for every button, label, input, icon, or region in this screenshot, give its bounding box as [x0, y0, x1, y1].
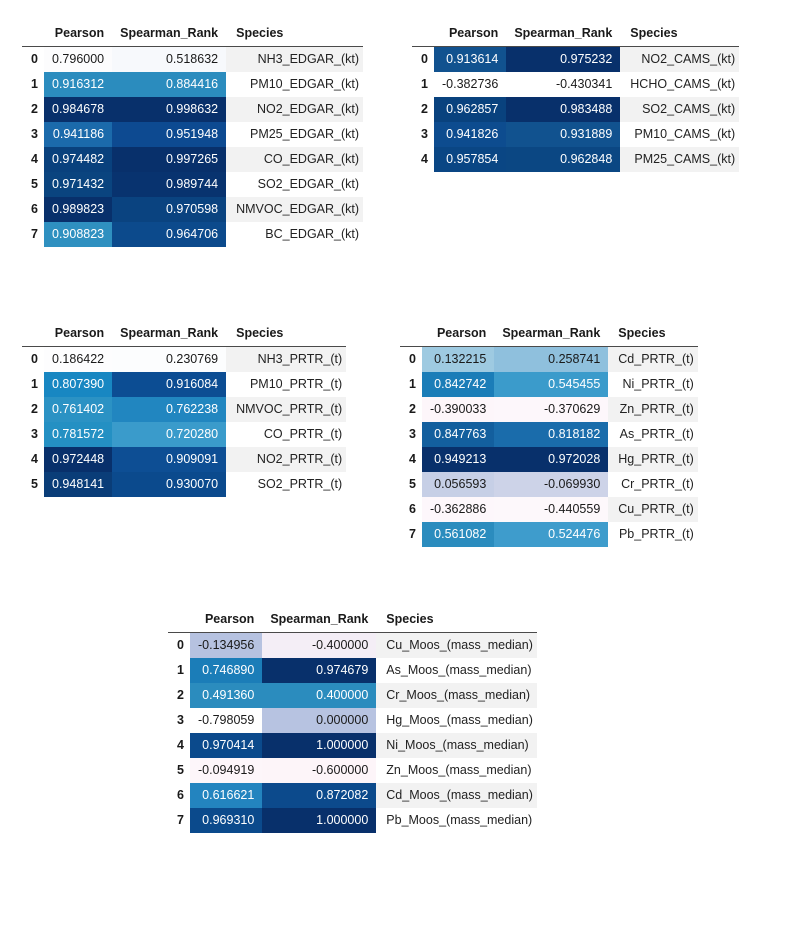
species-header: Species — [608, 322, 697, 347]
spearman-cell: 0.916084 — [112, 372, 226, 397]
spearman-cell: 0.964706 — [112, 222, 226, 247]
row-index: 0 — [412, 47, 434, 73]
row-index: 3 — [400, 422, 422, 447]
pearson-cell: 0.949213 — [422, 447, 494, 472]
row-index: 1 — [412, 72, 434, 97]
table-row — [400, 372, 698, 397]
pearson-header: Pearson — [44, 322, 112, 347]
spearman-cell: 0.884416 — [112, 72, 226, 97]
pearson-cell: 0.842742 — [422, 372, 494, 397]
pearson-cell: 0.781572 — [44, 422, 112, 447]
species-cell: PM10_CAMS_(kt) — [620, 122, 739, 147]
pearson-cell: 0.807390 — [44, 372, 112, 397]
species-cell: As_Moos_(mass_median) — [376, 658, 537, 683]
prtr-t-table-head — [400, 322, 698, 347]
spearman-cell: 0.998632 — [112, 97, 226, 122]
pearson-cell: 0.948141 — [44, 472, 112, 497]
species-header: Species — [620, 22, 739, 47]
spearman-cell: 0.400000 — [262, 683, 376, 708]
table-row — [22, 147, 363, 172]
index-header — [22, 322, 44, 347]
pearson-cell: 0.056593 — [422, 472, 494, 497]
spearman-cell: 0.989744 — [112, 172, 226, 197]
pearson-cell: -0.134956 — [190, 633, 262, 659]
spearman-header: Spearman_Rank — [506, 22, 620, 47]
pearson-header: Pearson — [190, 608, 262, 633]
table-row — [22, 372, 346, 397]
species-cell: Cd_Moos_(mass_median) — [376, 783, 537, 808]
pearson-cell: 0.847763 — [422, 422, 494, 447]
row-index: 5 — [22, 472, 44, 497]
species-cell: Zn_Moos_(mass_median) — [376, 758, 537, 783]
row-index: 7 — [168, 808, 190, 833]
table-row — [22, 447, 346, 472]
table-row — [22, 397, 346, 422]
table-row — [168, 683, 537, 708]
spearman-cell: 0.997265 — [112, 147, 226, 172]
spearman-cell: 0.258741 — [494, 347, 608, 373]
prtr-kt-table — [22, 322, 346, 497]
pearson-cell: -0.362886 — [422, 497, 494, 522]
species-cell: Pb_PRTR_(t) — [608, 522, 697, 547]
spearman-cell: 0.931889 — [506, 122, 620, 147]
prtr-t-table-wrapper — [400, 322, 698, 547]
table-row — [400, 522, 698, 547]
row-index: 1 — [400, 372, 422, 397]
pearson-cell: 0.972448 — [44, 447, 112, 472]
row-index: 5 — [22, 172, 44, 197]
spearman-header: Spearman_Rank — [112, 22, 226, 47]
pearson-cell: 0.941186 — [44, 122, 112, 147]
row-index: 2 — [412, 97, 434, 122]
pearson-cell: -0.382736 — [434, 72, 506, 97]
pearson-cell: 0.969310 — [190, 808, 262, 833]
row-index: 5 — [400, 472, 422, 497]
table-row — [412, 122, 739, 147]
species-cell: NO2_CAMS_(kt) — [620, 47, 739, 73]
row-index: 2 — [22, 97, 44, 122]
row-index: 2 — [22, 397, 44, 422]
table-row — [22, 222, 363, 247]
table-row — [400, 347, 698, 373]
index-header — [168, 608, 190, 633]
table-header-row — [22, 322, 346, 347]
pearson-cell: 0.186422 — [44, 347, 112, 373]
spearman-cell: 0.975232 — [506, 47, 620, 73]
row-index: 4 — [22, 447, 44, 472]
table-row — [22, 347, 346, 373]
spearman-cell: 0.720280 — [112, 422, 226, 447]
index-header — [400, 322, 422, 347]
table-header-row — [22, 22, 363, 47]
table-row — [22, 72, 363, 97]
index-header — [412, 22, 434, 47]
species-cell: PM25_EDGAR_(kt) — [226, 122, 363, 147]
cams-table-wrapper — [412, 22, 739, 172]
row-index: 1 — [22, 72, 44, 97]
species-cell: NH3_PRTR_(t) — [226, 347, 346, 373]
spearman-cell: 0.818182 — [494, 422, 608, 447]
pearson-cell: 0.796000 — [44, 47, 112, 73]
table-row — [168, 733, 537, 758]
table-row — [22, 172, 363, 197]
species-header: Species — [226, 22, 363, 47]
row-index: 0 — [400, 347, 422, 373]
species-header: Species — [226, 322, 346, 347]
moos-table-head — [168, 608, 537, 633]
pearson-cell: -0.390033 — [422, 397, 494, 422]
species-cell: Cr_PRTR_(t) — [608, 472, 697, 497]
pearson-cell: 0.908823 — [44, 222, 112, 247]
table-row — [412, 47, 739, 73]
row-index: 2 — [400, 397, 422, 422]
species-cell: Cd_PRTR_(t) — [608, 347, 697, 373]
spearman-cell: -0.440559 — [494, 497, 608, 522]
species-cell: Cr_Moos_(mass_median) — [376, 683, 537, 708]
species-cell: PM25_CAMS_(kt) — [620, 147, 739, 172]
spearman-cell: 0.962848 — [506, 147, 620, 172]
pearson-header: Pearson — [434, 22, 506, 47]
species-cell: NO2_EDGAR_(kt) — [226, 97, 363, 122]
pearson-cell: 0.957854 — [434, 147, 506, 172]
spearman-cell: 0.972028 — [494, 447, 608, 472]
table-row — [400, 497, 698, 522]
pearson-cell: 0.984678 — [44, 97, 112, 122]
species-cell: Pb_Moos_(mass_median) — [376, 808, 537, 833]
cams-table-head — [412, 22, 739, 47]
table-row — [168, 758, 537, 783]
pearson-cell: 0.132215 — [422, 347, 494, 373]
cams-table-body — [412, 47, 739, 173]
table-row — [400, 397, 698, 422]
moos-table — [168, 608, 537, 833]
row-index: 4 — [400, 447, 422, 472]
table-row — [412, 72, 739, 97]
species-cell: Hg_Moos_(mass_median) — [376, 708, 537, 733]
row-index: 4 — [22, 147, 44, 172]
species-cell: As_PRTR_(t) — [608, 422, 697, 447]
table-row — [22, 197, 363, 222]
row-index: 7 — [22, 222, 44, 247]
table-row — [400, 447, 698, 472]
species-cell: SO2_EDGAR_(kt) — [226, 172, 363, 197]
species-cell: PM10_EDGAR_(kt) — [226, 72, 363, 97]
row-index: 3 — [22, 422, 44, 447]
spearman-header: Spearman_Rank — [494, 322, 608, 347]
table-row — [22, 422, 346, 447]
row-index: 6 — [168, 783, 190, 808]
spearman-cell: 0.524476 — [494, 522, 608, 547]
spearman-header: Spearman_Rank — [112, 322, 226, 347]
table-header-row — [412, 22, 739, 47]
table-row — [22, 97, 363, 122]
spearman-cell: 0.872082 — [262, 783, 376, 808]
spearman-cell: 1.000000 — [262, 808, 376, 833]
row-index: 6 — [22, 197, 44, 222]
pearson-cell: -0.798059 — [190, 708, 262, 733]
moos-table-body — [168, 633, 537, 834]
species-cell: CO_EDGAR_(kt) — [226, 147, 363, 172]
species-cell: SO2_CAMS_(kt) — [620, 97, 739, 122]
pearson-cell: 0.616621 — [190, 783, 262, 808]
prtr-t-table-body — [400, 347, 698, 548]
spearman-cell: 1.000000 — [262, 733, 376, 758]
row-index: 3 — [22, 122, 44, 147]
row-index: 3 — [168, 708, 190, 733]
spearman-cell: 0.518632 — [112, 47, 226, 73]
pearson-cell: 0.974482 — [44, 147, 112, 172]
row-index: 1 — [22, 372, 44, 397]
table-row — [168, 633, 537, 659]
spearman-cell: -0.600000 — [262, 758, 376, 783]
spearman-cell: 0.951948 — [112, 122, 226, 147]
spearman-cell: -0.400000 — [262, 633, 376, 659]
row-index: 4 — [168, 733, 190, 758]
spearman-cell: 0.545455 — [494, 372, 608, 397]
row-index: 4 — [412, 147, 434, 172]
edgar-table — [22, 22, 363, 247]
table-row — [168, 808, 537, 833]
pearson-cell: 0.971432 — [44, 172, 112, 197]
pearson-cell: 0.913614 — [434, 47, 506, 73]
table-row — [400, 422, 698, 447]
table-row — [168, 658, 537, 683]
prtr-kt-table-body — [22, 347, 346, 498]
index-header — [22, 22, 44, 47]
prtr-t-table — [400, 322, 698, 547]
spearman-cell: 0.762238 — [112, 397, 226, 422]
spearman-cell: 0.909091 — [112, 447, 226, 472]
pearson-header: Pearson — [422, 322, 494, 347]
row-index: 0 — [22, 47, 44, 73]
pearson-cell: 0.561082 — [422, 522, 494, 547]
row-index: 7 — [400, 522, 422, 547]
row-index: 2 — [168, 683, 190, 708]
species-header: Species — [376, 608, 537, 633]
species-cell: Ni_Moos_(mass_median) — [376, 733, 537, 758]
pearson-cell: 0.962857 — [434, 97, 506, 122]
species-cell: Ni_PRTR_(t) — [608, 372, 697, 397]
table-row — [412, 97, 739, 122]
pearson-cell: 0.761402 — [44, 397, 112, 422]
spearman-cell: 0.230769 — [112, 347, 226, 373]
spearman-cell: 0.000000 — [262, 708, 376, 733]
table-row — [412, 147, 739, 172]
pearson-header: Pearson — [44, 22, 112, 47]
table-row — [22, 47, 363, 73]
species-cell: NO2_PRTR_(t) — [226, 447, 346, 472]
pearson-cell: -0.094919 — [190, 758, 262, 783]
row-index: 6 — [400, 497, 422, 522]
spearman-cell: -0.069930 — [494, 472, 608, 497]
species-cell: Cu_PRTR_(t) — [608, 497, 697, 522]
row-index: 3 — [412, 122, 434, 147]
spearman-cell: 0.930070 — [112, 472, 226, 497]
species-cell: NMVOC_EDGAR_(kt) — [226, 197, 363, 222]
spearman-cell: -0.430341 — [506, 72, 620, 97]
species-cell: CO_PRTR_(t) — [226, 422, 346, 447]
pearson-cell: 0.970414 — [190, 733, 262, 758]
table-row — [22, 472, 346, 497]
species-cell: NMVOC_PRTR_(t) — [226, 397, 346, 422]
prtr-kt-table-wrapper — [22, 322, 346, 497]
table-row — [168, 783, 537, 808]
row-index: 5 — [168, 758, 190, 783]
cams-table — [412, 22, 739, 172]
row-index: 0 — [22, 347, 44, 373]
spearman-cell: 0.983488 — [506, 97, 620, 122]
species-cell: SO2_PRTR_(t) — [226, 472, 346, 497]
pearson-cell: 0.941826 — [434, 122, 506, 147]
spearman-cell: 0.970598 — [112, 197, 226, 222]
table-row — [400, 472, 698, 497]
edgar-table-wrapper — [22, 22, 363, 247]
species-cell: BC_EDGAR_(kt) — [226, 222, 363, 247]
edgar-table-head — [22, 22, 363, 47]
species-cell: PM10_PRTR_(t) — [226, 372, 346, 397]
prtr-kt-table-head — [22, 322, 346, 347]
row-index: 0 — [168, 633, 190, 659]
species-cell: NH3_EDGAR_(kt) — [226, 47, 363, 73]
edgar-table-body — [22, 47, 363, 248]
pearson-cell: 0.989823 — [44, 197, 112, 222]
table-row — [22, 122, 363, 147]
pearson-cell: 0.746890 — [190, 658, 262, 683]
moos-table-wrapper — [168, 608, 537, 833]
species-cell: Zn_PRTR_(t) — [608, 397, 697, 422]
row-index: 1 — [168, 658, 190, 683]
spearman-header: Spearman_Rank — [262, 608, 376, 633]
pearson-cell: 0.491360 — [190, 683, 262, 708]
species-cell: Cu_Moos_(mass_median) — [376, 633, 537, 659]
table-row — [168, 708, 537, 733]
species-cell: HCHO_CAMS_(kt) — [620, 72, 739, 97]
pearson-cell: 0.916312 — [44, 72, 112, 97]
species-cell: Hg_PRTR_(t) — [608, 447, 697, 472]
spearman-cell: 0.974679 — [262, 658, 376, 683]
table-header-row — [168, 608, 537, 633]
spearman-cell: -0.370629 — [494, 397, 608, 422]
table-header-row — [400, 322, 698, 347]
